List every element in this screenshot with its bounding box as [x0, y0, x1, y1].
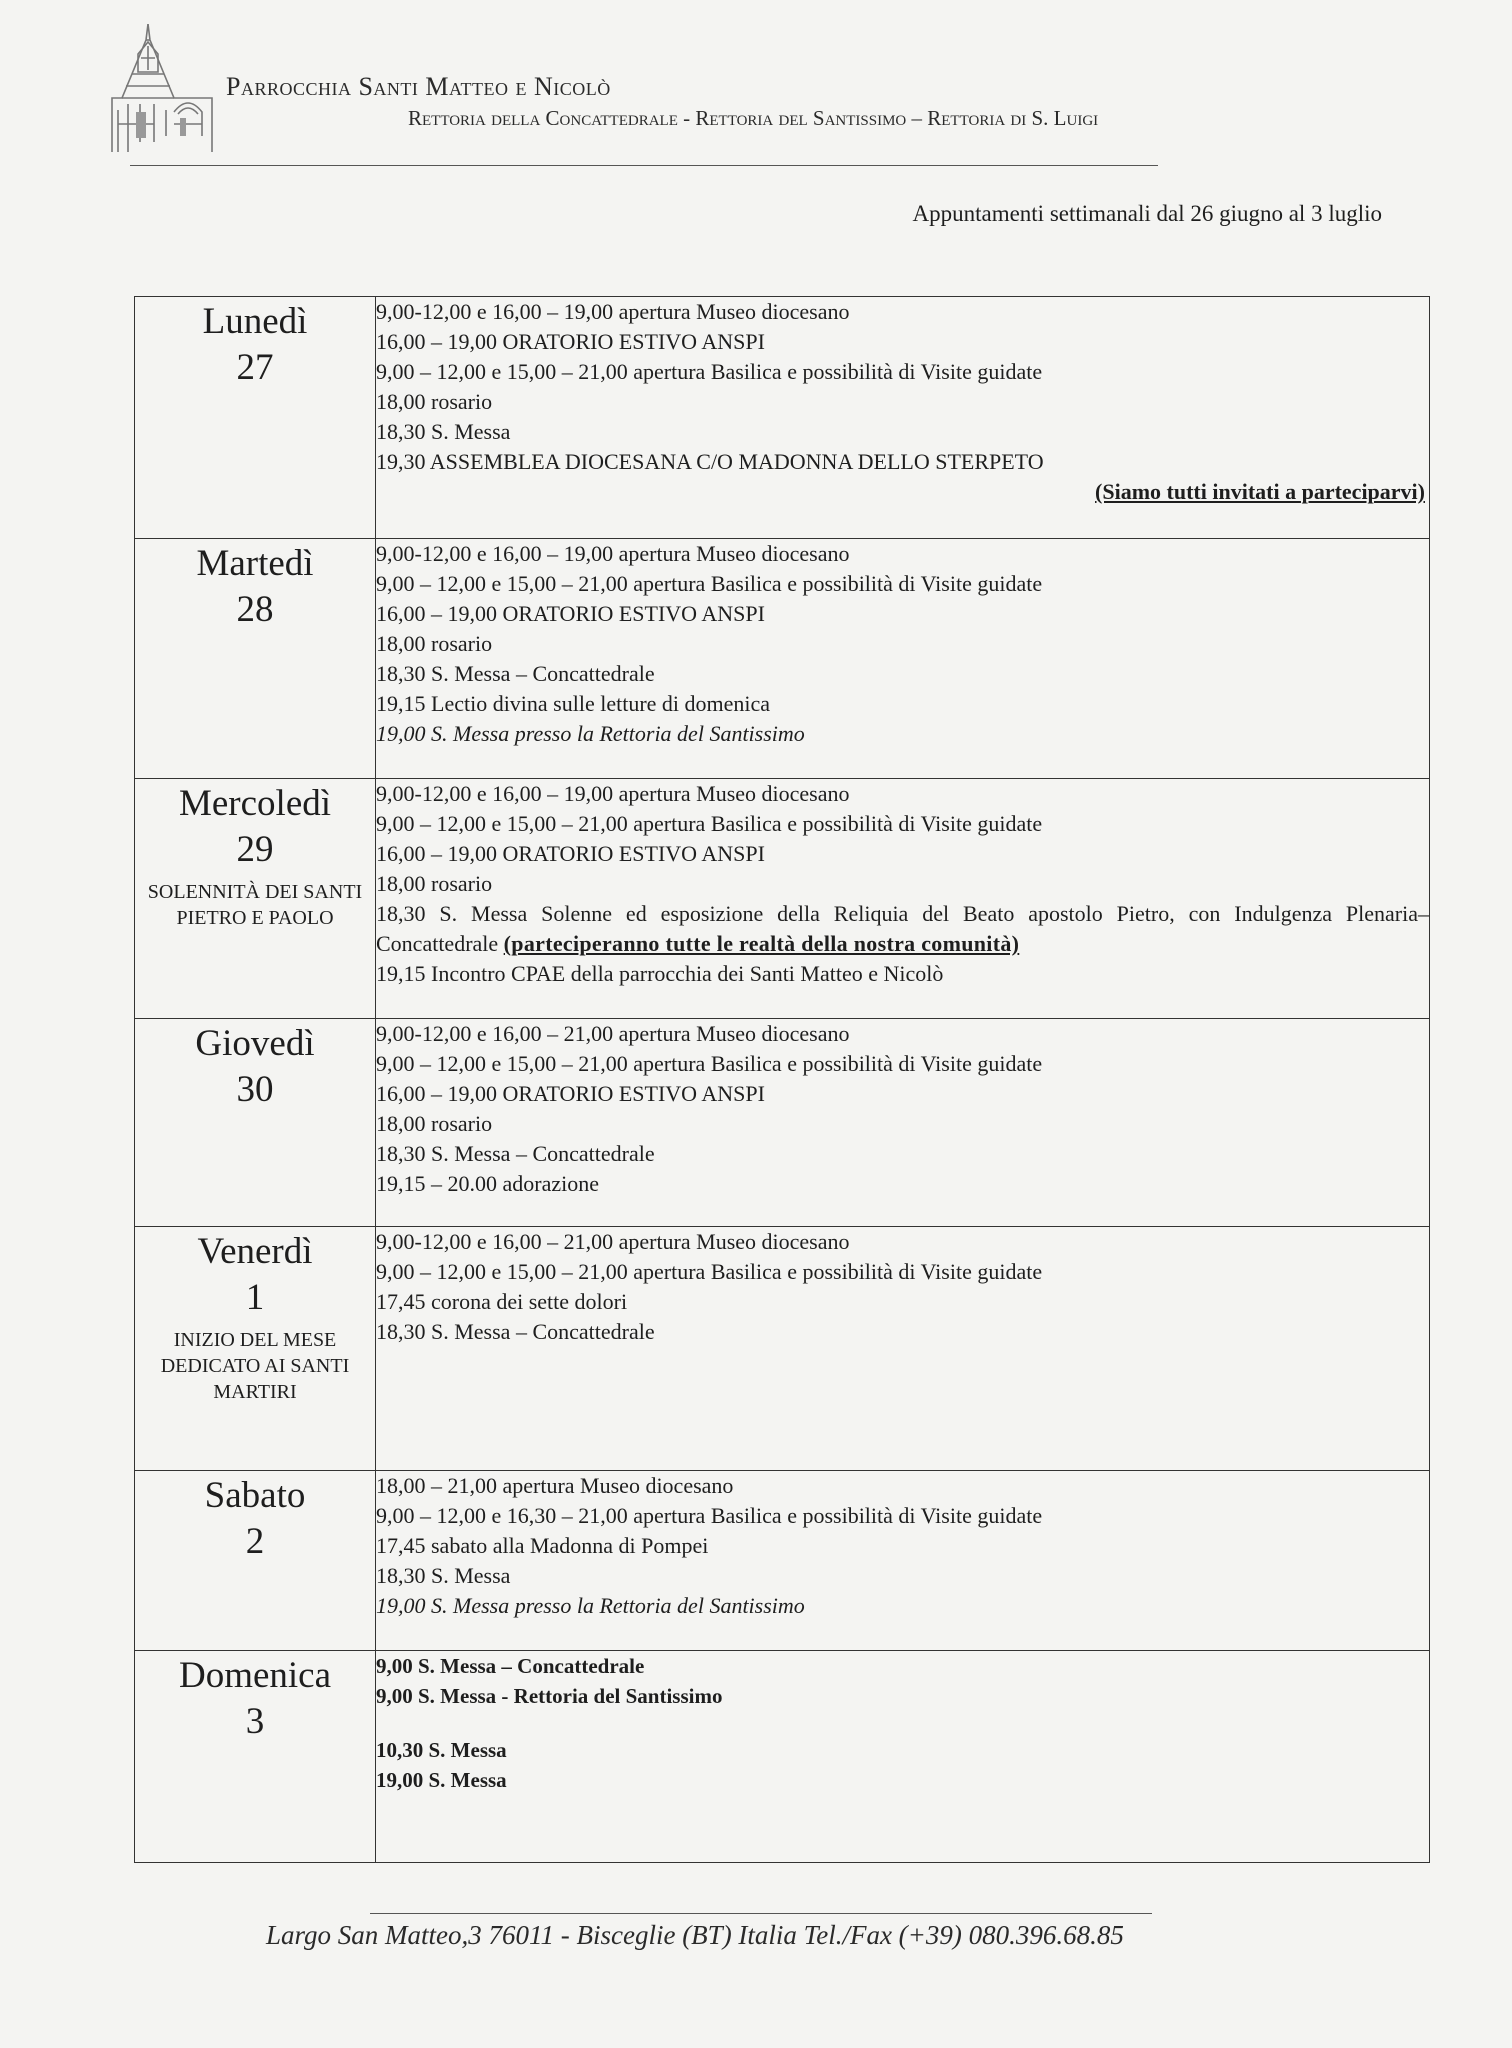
day-name: Lunedì [202, 301, 308, 342]
event-item: 9,00-12,00 e 16,00 – 19,00 apertura Museo diocesano [376, 781, 850, 806]
event-item: 9,00-12,00 e 16,00 – 19,00 apertura Museo diocesano [376, 541, 850, 566]
day-name: Giovedì [195, 1023, 315, 1064]
event-item: 18,00 – 21,00 apertura Museo diocesano [376, 1473, 734, 1498]
event-item: 19,30 ASSEMBLEA DIOCESANA C/O MADONNA DELLO STERPETO [376, 449, 1044, 474]
day-cell [135, 1019, 376, 1227]
invitation-note: (Siamo tutti invitati a parteciparvi) [1095, 479, 1425, 504]
events-cell [376, 297, 1430, 539]
event-item: 18,00 rosario [376, 631, 493, 656]
events-cell [376, 1471, 1430, 1651]
table-row-tuesday [135, 539, 1430, 779]
event-item: 18,30 S. Messa – Concattedrale [376, 661, 655, 686]
event-item: 16,00 – 19,00 ORATORIO ESTIVO ANSPI [376, 329, 765, 354]
table-row-sunday [135, 1651, 1430, 1863]
church-logo [108, 24, 218, 152]
events-cell [376, 1019, 1430, 1227]
event-item: 9,00 – 12,00 e 15,00 – 21,00 apertura Basilica e possibilità di Visite guidate [376, 359, 1043, 384]
event-item: 19,00 S. Messa presso la Rettoria del Santissimo [376, 721, 805, 746]
day-cell [135, 1227, 376, 1471]
header-divider [130, 165, 1158, 166]
footer-address: Largo San Matteo,3 76011 - Bisceglie (BT) Italia Tel./Fax (+39) 080.396.68.85 [266, 1920, 1124, 1950]
day-cell [135, 779, 376, 1019]
event-item: 18,00 rosario [376, 1111, 493, 1136]
day-name: Domenica [178, 1655, 332, 1696]
event-item: 9,00-12,00 e 16,00 – 21,00 apertura Museo diocesano [376, 1021, 850, 1046]
table-row-saturday [135, 1471, 1430, 1651]
event-item: 9,00-12,00 e 16,00 – 19,00 apertura Museo diocesano [376, 299, 850, 324]
footer-divider [370, 1913, 1152, 1914]
parish-subtitle: Rettoria della Concattedrale - Rettoria del Santissimo – Rettoria di S. Luigi [408, 106, 1099, 130]
event-item: 18,30 S. Messa [376, 1563, 511, 1588]
day-cell [135, 1651, 376, 1863]
table-row-monday [135, 297, 1430, 539]
event-item: 19,15 – 20.00 adorazione [376, 1171, 599, 1196]
event-item: 9,00 – 12,00 e 15,00 – 21,00 apertura Basilica e possibilità di Visite guidate [376, 1051, 1043, 1076]
events-cell [376, 539, 1430, 779]
events-cell [376, 1651, 1430, 1863]
event-item: 19,15 Incontro CPAE della parrocchia dei Santi Matteo e Nicolò [376, 961, 944, 986]
day-name: Sabato [204, 1475, 306, 1516]
schedule-notice: Appuntamenti settimanali dal 26 giugno al 3 luglio [912, 201, 1382, 226]
weekly-schedule-table [134, 296, 1430, 1863]
event-item: 10,30 S. Messa [376, 1738, 507, 1762]
community-note: (parteciperanno tutte le realtà della nostra comunità) [503, 931, 1020, 956]
table-row-thursday [135, 1019, 1430, 1227]
event-item: 19,15 Lectio divina sulle letture di domenica [376, 691, 771, 716]
event-item: 19,00 S. Messa presso la Rettoria del Santissimo [376, 1593, 805, 1618]
parish-title: Parrocchia Santi Matteo e Nicolò [226, 72, 611, 101]
day-number: 1 [245, 1277, 265, 1318]
day-cell [135, 539, 376, 779]
event-item: 9,00 S. Messa - Rettoria del Santissimo [376, 1684, 723, 1708]
event-item: 18,30 S. Messa – Concattedrale [376, 1141, 655, 1166]
events-cell [376, 779, 1430, 1019]
event-item: 9,00-12,00 e 16,00 – 21,00 apertura Museo diocesano [376, 1229, 850, 1254]
event-item: 18,00 rosario [376, 871, 493, 896]
event-item: 18,30 S. Messa – Concattedrale [376, 1319, 655, 1344]
table-row-friday [135, 1227, 1430, 1471]
day-number: 2 [245, 1521, 265, 1562]
day-name: Venerdì [197, 1231, 313, 1272]
event-item [376, 899, 1429, 959]
day-number: 30 [236, 1069, 274, 1110]
event-item: 16,00 – 19,00 ORATORIO ESTIVO ANSPI [376, 841, 765, 866]
event-item: 9,00 – 12,00 e 15,00 – 21,00 apertura Basilica e possibilità di Visite guidate [376, 571, 1043, 596]
day-name: Mercoledì [178, 783, 332, 824]
day-note: SOLENNITÀ DEI SANTI PIETRO E PAOLO [147, 881, 363, 929]
day-number: 28 [236, 589, 274, 630]
day-cell [135, 1471, 376, 1651]
event-item: 19,00 S. Messa [376, 1768, 507, 1792]
event-item: 9,00 – 12,00 e 16,30 – 21,00 apertura Basilica e possibilità di Visite guidate [376, 1503, 1043, 1528]
event-item: 16,00 – 19,00 ORATORIO ESTIVO ANSPI [376, 601, 765, 626]
table-row-wednesday [135, 779, 1430, 1019]
event-item: 18,00 rosario [376, 389, 493, 414]
day-note: INIZIO DEL MESE DEDICATO AI SANTI MARTIRI [160, 1329, 350, 1403]
event-item: 9,00 – 12,00 e 15,00 – 21,00 apertura Basilica e possibilità di Visite guidate [376, 811, 1043, 836]
event-item: 17,45 sabato alla Madonna di Pompei [376, 1533, 709, 1558]
event-text: 18,30 S. Messa Solenne ed esposizione della Reliquia del Beato apostolo Pietro, con Indulgenza Plenaria– Concattedrale [376, 901, 1429, 956]
event-item: 18,30 S. Messa [376, 419, 511, 444]
day-number: 3 [245, 1701, 265, 1742]
day-cell [135, 297, 376, 539]
day-number: 29 [236, 829, 274, 870]
day-name: Martedì [196, 543, 314, 584]
events-cell [376, 1227, 1430, 1471]
day-number: 27 [236, 347, 274, 388]
event-item: 17,45 corona dei sette dolori [376, 1289, 628, 1314]
event-item: 16,00 – 19,00 ORATORIO ESTIVO ANSPI [376, 1081, 765, 1106]
event-item: 9,00 S. Messa – Concattedrale [376, 1654, 645, 1678]
event-item: 9,00 – 12,00 e 15,00 – 21,00 apertura Basilica e possibilità di Visite guidate [376, 1259, 1043, 1284]
